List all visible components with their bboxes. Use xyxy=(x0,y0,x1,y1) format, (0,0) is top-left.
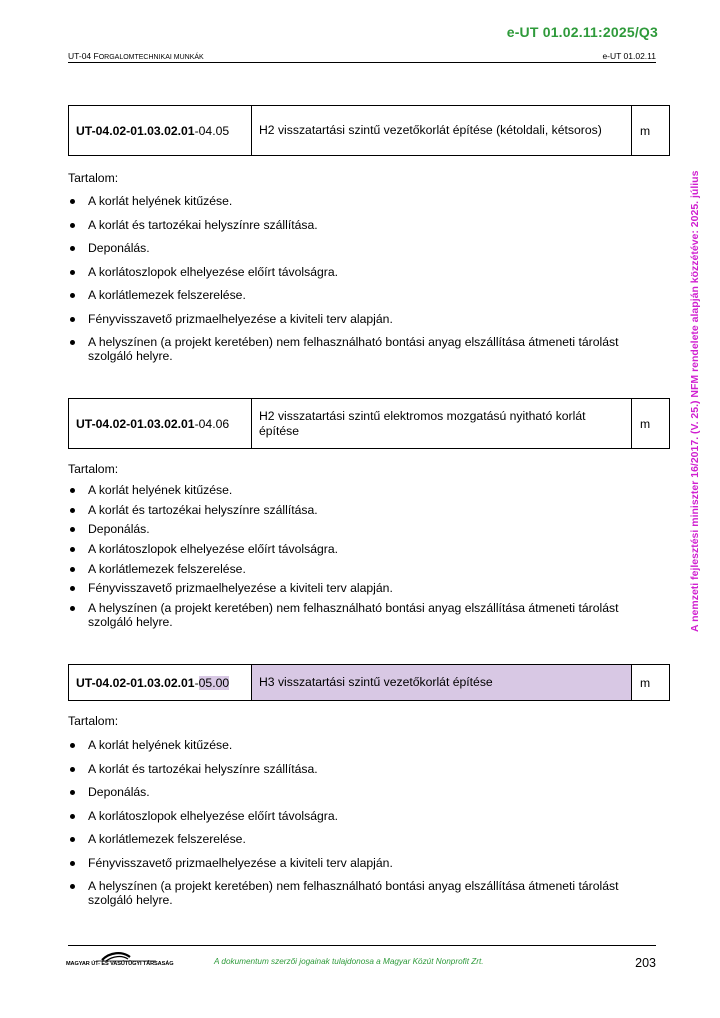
item-title: H2 visszatartási szintű vezetőkorlát építése (kétoldali, kétsoros) xyxy=(252,106,632,156)
list-item: A korlát helyének kitűzése. xyxy=(68,483,628,497)
footer-divider xyxy=(68,945,656,946)
item-title: H2 visszatartási szintű elektromos mozgatású nyitható korlát építése xyxy=(252,399,632,449)
content-list-3 xyxy=(68,738,628,917)
side-publication-note: A nemzeti fejlesztési miniszter 16/2017. (V. 25.) NFM rendelete alapján közzétéve: 2025. július xyxy=(689,170,701,632)
content-label: Tartalom: xyxy=(68,714,119,728)
list-item: A korlát és tartozékai helyszínre szállítása. xyxy=(68,503,628,517)
list-item: A helyszínen (a projekt keretében) nem felhasználható bontási anyag elszállítása átmeneti tárolást szolgáló helyre. xyxy=(68,335,628,363)
list-item: Fényvisszavető prizmaelhelyezése a kiviteli terv alapján. xyxy=(68,856,628,870)
list-item: A korlát és tartozékai helyszínre szállítása. xyxy=(68,762,628,776)
list-item: A korlát és tartozékai helyszínre szállítása. xyxy=(68,218,628,232)
content-list-2 xyxy=(68,483,628,635)
item-code-main: UT-04.02-01.03.02.01 xyxy=(76,123,195,138)
society-logo-text: MAGYAR ÚT- ÉS VASÚTÜGYI TÁRSASÁG xyxy=(66,961,174,967)
running-header-code: e-UT 01.02.11 xyxy=(602,51,656,61)
list-item: Deponálás. xyxy=(68,785,628,799)
list-item: A korlátoszlopok elhelyezése előírt távolságra. xyxy=(68,809,628,823)
item-title: H3 visszatartási szintű vezetőkorlát építése xyxy=(252,665,632,701)
list-item: A helyszínen (a projekt keretében) nem felhasználható bontási anyag elszállítása átmeneti tárolást szolgáló helyre. xyxy=(68,879,628,907)
content-list-1 xyxy=(68,194,628,373)
item-code xyxy=(69,399,252,449)
item-header-table-2 xyxy=(68,398,670,449)
list-item: A korlátoszlopok elhelyezése előírt távolságra. xyxy=(68,265,628,279)
header-divider xyxy=(68,62,656,63)
item-code xyxy=(69,106,252,156)
list-item: Deponálás. xyxy=(68,522,628,536)
document-code: e-UT 01.02.11:2025/Q3 xyxy=(506,24,658,40)
list-item: A korlát helyének kitűzése. xyxy=(68,738,628,752)
list-item: A korlátoszlopok elhelyezése előírt távolságra. xyxy=(68,542,628,556)
item-unit: m xyxy=(632,665,670,701)
content-label: Tartalom: xyxy=(68,171,119,185)
content-label: Tartalom: xyxy=(68,462,119,476)
item-header-table-1 xyxy=(68,105,670,156)
chapter-smallcaps: ORGALOMTECHNIKAI MUNKÁK xyxy=(98,54,204,61)
chapter-prefix: UT-04 F xyxy=(68,51,99,61)
item-code-dash: - xyxy=(194,675,199,690)
list-item: Fényvisszavető prizmaelhelyezése a kiviteli terv alapján. xyxy=(68,312,628,326)
list-item: A helyszínen (a projekt keretében) nem felhasználható bontási anyag elszállítása átmeneti tárolást szolgáló helyre. xyxy=(68,601,628,629)
item-unit: m xyxy=(632,106,670,156)
item-code-main: UT-04.02-01.03.02.01 xyxy=(76,416,195,431)
copyright-notice: A dokumentum szerzői jogainak tulajdonosa a Magyar Közút Nonprofit Zrt. xyxy=(214,957,484,966)
list-item: A korlátlemezek felszerelése. xyxy=(68,288,628,302)
item-code-suffix: -04.06 xyxy=(194,416,230,431)
running-header-chapter xyxy=(68,51,204,61)
list-item: A korlát helyének kitűzése. xyxy=(68,194,628,208)
list-item: Deponálás. xyxy=(68,241,628,255)
list-item: A korlátlemezek felszerelése. xyxy=(68,832,628,846)
item-code-main: UT-04.02-01.03.02.01 xyxy=(76,675,195,690)
item-unit: m xyxy=(632,399,670,449)
item-code xyxy=(69,665,252,701)
item-header-table-3 xyxy=(68,664,670,701)
list-item: Fényvisszavető prizmaelhelyezése a kiviteli terv alapján. xyxy=(68,581,628,595)
item-code-suffix: -04.05 xyxy=(194,123,230,138)
page-number: 203 xyxy=(635,956,656,970)
list-item: A korlátlemezek felszerelése. xyxy=(68,562,628,576)
item-code-suffix-highlighted: 05.00 xyxy=(198,675,230,690)
